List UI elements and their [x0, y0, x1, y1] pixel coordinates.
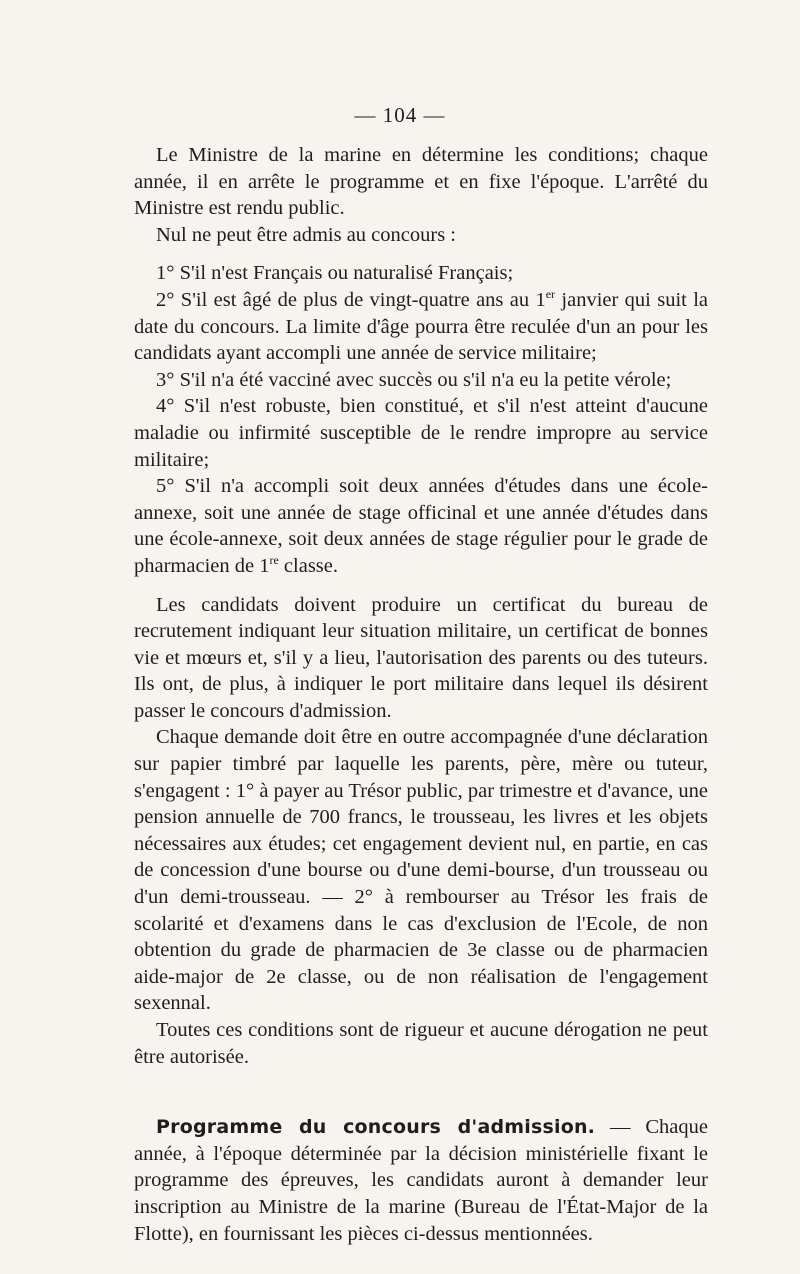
condition-3: 3° S'il n'a été vacciné avec succès ou s'il n'a eu la petite vérole;	[156, 368, 672, 391]
condition-2-end: janvier qui suit la date du concours. La limite d'âge pourra être reculée d'un an pour les candidats ayant accompli une année de service militaire;	[134, 288, 708, 365]
condition-4: 4° S'il n'est robuste, bien constitué, et s'il n'est atteint d'aucune maladie ou infirmité susceptible de le rendre impropre au service militaire;	[134, 395, 708, 471]
ordinal-superscript: er	[545, 287, 556, 302]
body-text	[134, 142, 708, 1247]
paragraph-admission-intro: Nul ne peut être admis au concours :	[156, 223, 457, 246]
condition-2	[134, 287, 708, 367]
ordinal-superscript: re	[269, 553, 279, 568]
condition-2-start: 2° S'il est âgé de plus de vingt-quatre ans au 1	[156, 288, 546, 311]
paragraph-declaration: Chaque demande doit être en outre accompagnée d'une déclaration sur papier timbré par laquelle les parents, père, mère ou tuteur, s'engagent : 1° à payer au Trésor public, par trimestre et d'avance, une pension annuelle de 700 francs, le trousseau, les livres et les objets nécessaires aux études; cet engagement devient nul, en partie, en cas de concession d'une bourse ou d'une demi-bourse, d'un trousseau ou d'un demi-trousseau. — 2° à rembourser au Trésor les frais de scolarité et d'examens dans le cas d'exclusion de l'Ecole, de non obtention du grade de pharmacien de 3e classe ou de pharmacien aide-major de 2e classe, ou de non réalisation de l'engagement sexennal.	[134, 726, 708, 1015]
condition-5-start: 5° S'il n'a accompli soit deux années d'études dans une école-annexe, soit une année de stage officinal et une année d'études dans une école-annexe, soit deux années de stage régulier pour le grade de pharmacien de 1	[134, 475, 708, 577]
condition-5	[134, 473, 708, 579]
page-number: — 104 —	[354, 103, 446, 127]
condition-5-end: classe.	[278, 554, 338, 577]
paragraph-programme	[134, 1114, 708, 1247]
section-heading: Programme du concours d'admission.	[156, 1116, 596, 1139]
condition-1: 1° S'il n'est Français ou naturalisé Français;	[156, 262, 514, 285]
paragraph-ministre: Le Ministre de la marine en détermine les conditions; chaque année, il en arrête le programme et en fixe l'époque. L'arrêté du Ministre est rendu public.	[134, 144, 708, 220]
paragraph-certificats: Les candidats doivent produire un certificat du bureau de recrutement indiquant leur situation militaire, un certificat de bonnes vie et mœurs et, s'il y a lieu, l'autorisation des parents ou des tuteurs. Ils ont, de plus, à indiquer le port militaire dans lequel ils désirent passer le concours d'admission.	[134, 593, 708, 722]
programme-text: — Chaque année, à l'époque déterminée par la décision ministérielle fixant le programme des épreuves, les candidats auront à demander leur inscription au Ministre de la marine (Bureau de l'État-Major de la Flotte), en fournissant les pièces ci-dessus mentionnées.	[134, 1116, 708, 1245]
paragraph-rigueur: Toutes ces conditions sont de rigueur et aucune dérogation ne peut être autorisée.	[134, 1019, 708, 1068]
